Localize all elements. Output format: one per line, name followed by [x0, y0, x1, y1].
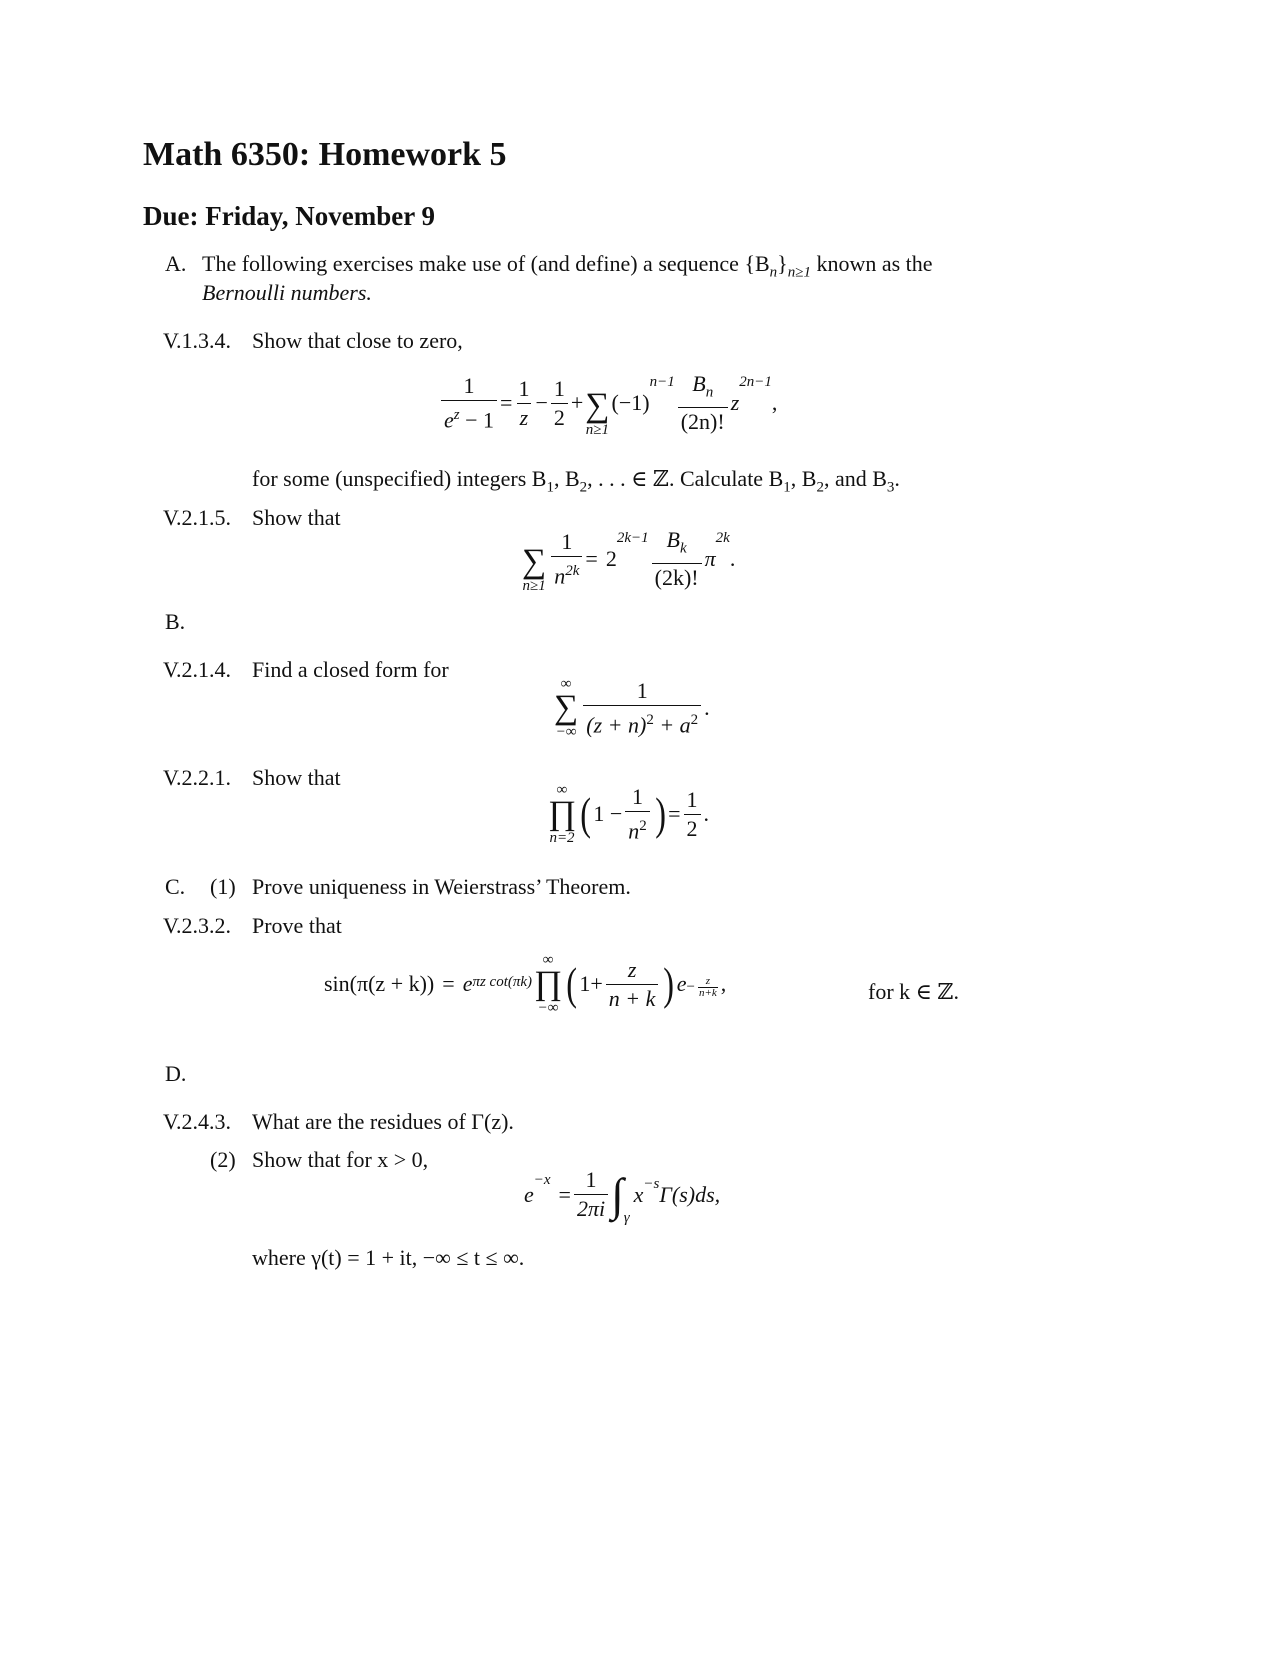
equation-mellin-inverse: e $^{-x}$ = $\frac{1}{2\pi i}$ ∫ $_\gamma$ x $^{-s}$ Γ(s)ds,	[524, 1167, 721, 1226]
exercise-label: V.2.1.4.	[163, 657, 232, 682]
exercise-label: V.2.3.2.	[163, 913, 232, 938]
equation-sum-closed-form: ∞ ∑ −∞ $\frac{1}{(z + n)^2 + a^2}$ .	[554, 676, 710, 740]
exercise-label: V.2.2.1.	[163, 765, 232, 790]
exercise-text: Find a closed form for	[252, 657, 449, 682]
exercise-text: Show that close to zero,	[252, 328, 463, 353]
equation-sine-product: sin(π(z + k)) = e πz cot(πk) ∞ ∏ −∞ ( 1+ $\frac{z}{n + k}$ ) e − $\frac{z}{n+k}$ ,	[324, 952, 727, 1016]
equation-zeta-even: ∑ n≥1 $\frac{1}{n^{2k}}$ = 2 $^{2k-1}$ $\frac{B_k}{(2k)!}$ π $^{2k}$ .	[522, 527, 736, 594]
section-b-label: B.	[165, 609, 186, 634]
section-a-label: A.	[165, 251, 187, 276]
exercise-text: Prove uniqueness in Weierstrass’ Theorem.	[252, 874, 631, 899]
item-number: (2)	[210, 1147, 236, 1172]
section-c-label: C.	[165, 874, 186, 899]
page-title: Math 6350: Homework 5	[143, 136, 507, 173]
equation-bernoulli-series: $\frac{1}{e^z - 1}$ = $\frac{1}{z}$ − $\frac{1}{2}$ + ∑ n≥1 (−1) $^{n-1}$ $\frac{B_n}{(2n)!}$ z $^{2n-1}$ ,	[438, 368, 777, 438]
section-a-text-2: Bernoulli numbers.	[202, 280, 372, 305]
item-number: (1)	[210, 874, 236, 899]
where-text: where γ(t) = 1 + it, −∞ ≤ t ≤ ∞.	[252, 1245, 525, 1270]
exercise-label: V.2.1.5.	[163, 505, 232, 530]
due-date: Due: Friday, November 9	[143, 201, 435, 231]
equation-product-half: ∞ ∏ n=2 ( 1 − $\frac{1}{n^2}$ ) = $\frac{1}{2}$ .	[548, 782, 709, 846]
section-d-label: D.	[165, 1061, 187, 1086]
exercise-label: V.1.3.4.	[163, 328, 232, 353]
exercise-text: Prove that	[252, 913, 342, 938]
exercise-text: Show that for x > 0,	[252, 1147, 429, 1172]
exercise-text: What are the residues of Γ(z).	[252, 1109, 514, 1134]
exercise-text: Show that	[252, 765, 341, 790]
exercise-text-continued: for some (unspecified) integers $B_1$, $B_2$, . . . ∈ ℤ. Calculate $B_1$, $B_2$, and $B_3$.	[252, 466, 900, 496]
exercise-label: V.2.4.3.	[163, 1109, 232, 1134]
section-a-text: The following exercises make use of (and define) a sequence $\{B_n\}_{n\ge 1}$ known as the	[202, 251, 933, 281]
condition-text: for k ∈ ℤ.	[868, 979, 959, 1004]
exercise-text: Show that	[252, 505, 341, 530]
